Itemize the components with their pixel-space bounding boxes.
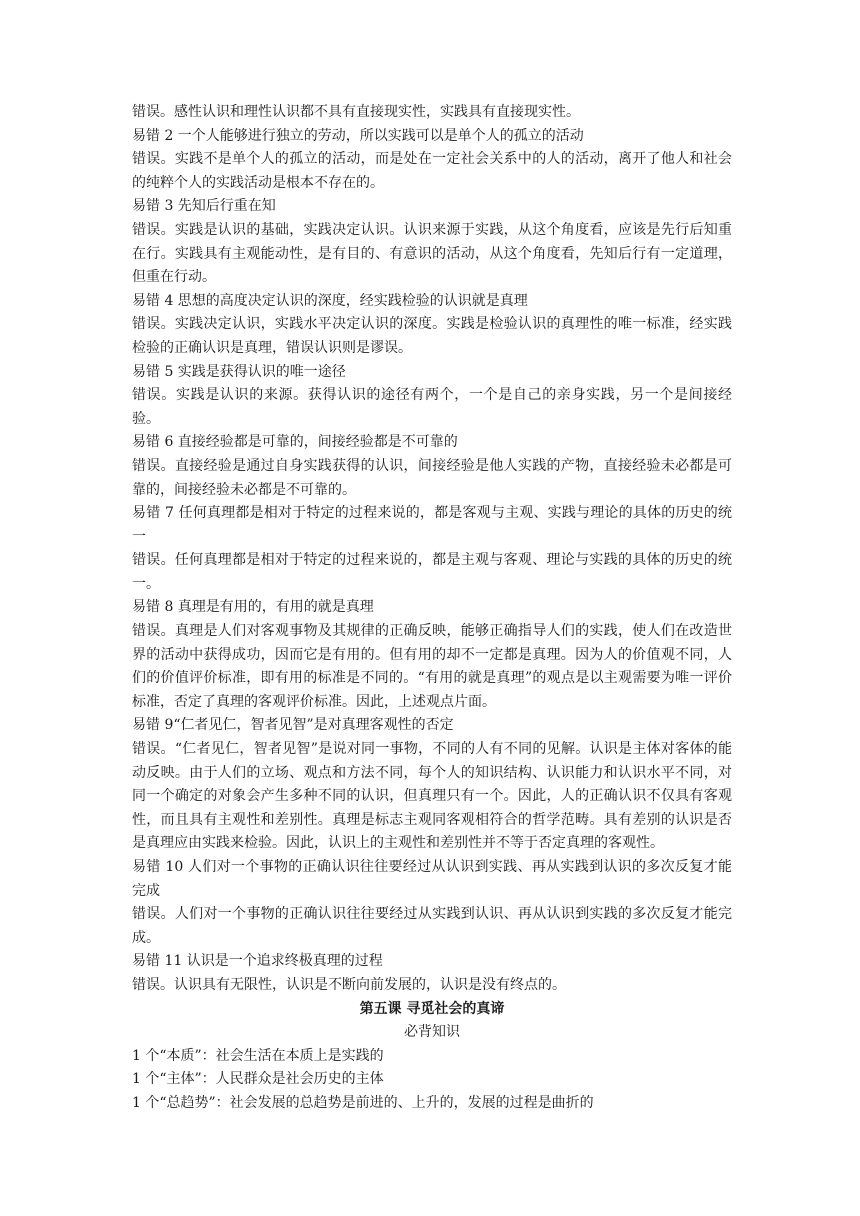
explanation-3: 错误。实践是认识的基础，实践决定认识。认识来源于实践，从这个角度看，应该是先行后知重在行。实践具有主观能动性，是有目的、有意识的活动，从这个角度看，先知后行有一定道理，但重在行动。	[132, 221, 732, 286]
explanation-4: 错误。实践决定认识，实践水平决定认识的深度。实践是检验认识的真理性的唯一标准，经实践检验的正确认识是真理，错误认识则是谬误。	[132, 316, 732, 356]
error-item-3: 易错 3 先知后行重在知	[132, 198, 276, 215]
explanation-6: 错误。直接经验是通过自身实践获得的认识，间接经验是他人实践的产物，直接经验未必都是可靠的，间接经验未必都是不可靠的。	[132, 457, 732, 498]
error-item-7: 易错 7 任何真理都是相对于特定的过程来说的，都是客观与主观、实践与理论的具体的历史的统一	[132, 505, 732, 545]
explanation-9: 错误。“仁者见仁，智者见智”是说对同一事物，不同的人有不同的见解。认识是主体对客体的能动反映。由于人们的立场、观点和方法不同，每个人的知识结构、认识能力和认识水平不同，对同一个确定的对象会产生多种不同的认识，但真理只有一个。因此，人的正确认识不仅具有客观性，而且具有主观性和差别性。真理是标志主观同客观相符合的哲学范畴。具有差别的认识是否是真理应由实践来检验。因此，认识上的主观性和差别性并不等于否定真理的客观性。	[132, 741, 732, 852]
error-item-6: 易错 6 直接经验都是可靠的，间接经验都是不可靠的	[132, 434, 458, 451]
section-title: 第五课 寻觅社会的真谛	[359, 1000, 505, 1017]
error-item-8: 易错 8 真理是有用的，有用的就是真理	[132, 599, 374, 616]
section-subtitle: 必背知识	[404, 1024, 460, 1041]
explanation-5: 错误。实践是认识的来源。获得认识的途径有两个，一个是自己的亲身实践，另一个是间接经验。	[132, 387, 732, 427]
list-item: 1 个“本质”：社会生活在本质上是实践的	[132, 1047, 384, 1064]
error-item-4: 易错 4 思想的高度决定认识的深度，经实践检验的认识就是真理	[132, 292, 528, 309]
explanation-11: 错误。认识具有无限性，认识是不断向前发展的，认识是没有终点的。	[132, 976, 566, 993]
explanation-7: 错误。任何真理都是相对于特定的过程来说的，都是主观与客观、理论与实践的具体的历史的统一。	[132, 552, 732, 592]
error-item-9: 易错 9“仁者见仁，智者见智”是对真理客观性的否定	[132, 717, 454, 734]
document-page	[132, 101, 732, 1116]
explanation-2: 错误。实践不是单个人的孤立的活动，而是处在一定社会关系中的人的活动，离开了他人和社会的纯粹个人的实践活动是根本不存在的。	[132, 151, 732, 191]
explanation-8: 错误。真理是人们对客观事物及其规律的正确反映，能够正确指导人们的实践，使人们在改造世界的活动中获得成功，因而它是有用的。但有用的却不一定都是真理。因为人的价值观不同，人们的价值评价标准，即有用的标准是不同的。“有用的就是真理”的观点是以主观需要为唯一评价标准，否定了真理的客观评价标准。因此，上述观点片面。	[132, 623, 732, 710]
error-item-2: 易错 2 一个人能够进行独立的劳动，所以实践可以是单个人的孤立的活动	[132, 127, 584, 144]
error-item-10: 易错 10 人们对一个事物的正确认识往往要经过从认识到实践、再从实践到认识的多次反复才能完成	[132, 859, 732, 899]
error-item-5: 易错 5 实践是获得认识的唯一途径	[132, 363, 346, 380]
paragraph-1: 错误。感性认识和理性认识都不具有直接现实性，实践具有直接现实性。	[132, 104, 580, 120]
list-item: 1 个“主体”：人民群众是社会历史的主体	[132, 1071, 384, 1088]
explanation-10: 错误。人们对一个事物的正确认识往往要经过从实践到认识、再从认识到实践的多次反复才能完成。	[132, 906, 732, 946]
list-item: 1 个“总趋势”：社会发展的总趋势是前进的、上升的，发展的过程是曲折的	[132, 1094, 594, 1111]
error-item-11: 易错 11 认识是一个追求终极真理的过程	[132, 953, 383, 970]
